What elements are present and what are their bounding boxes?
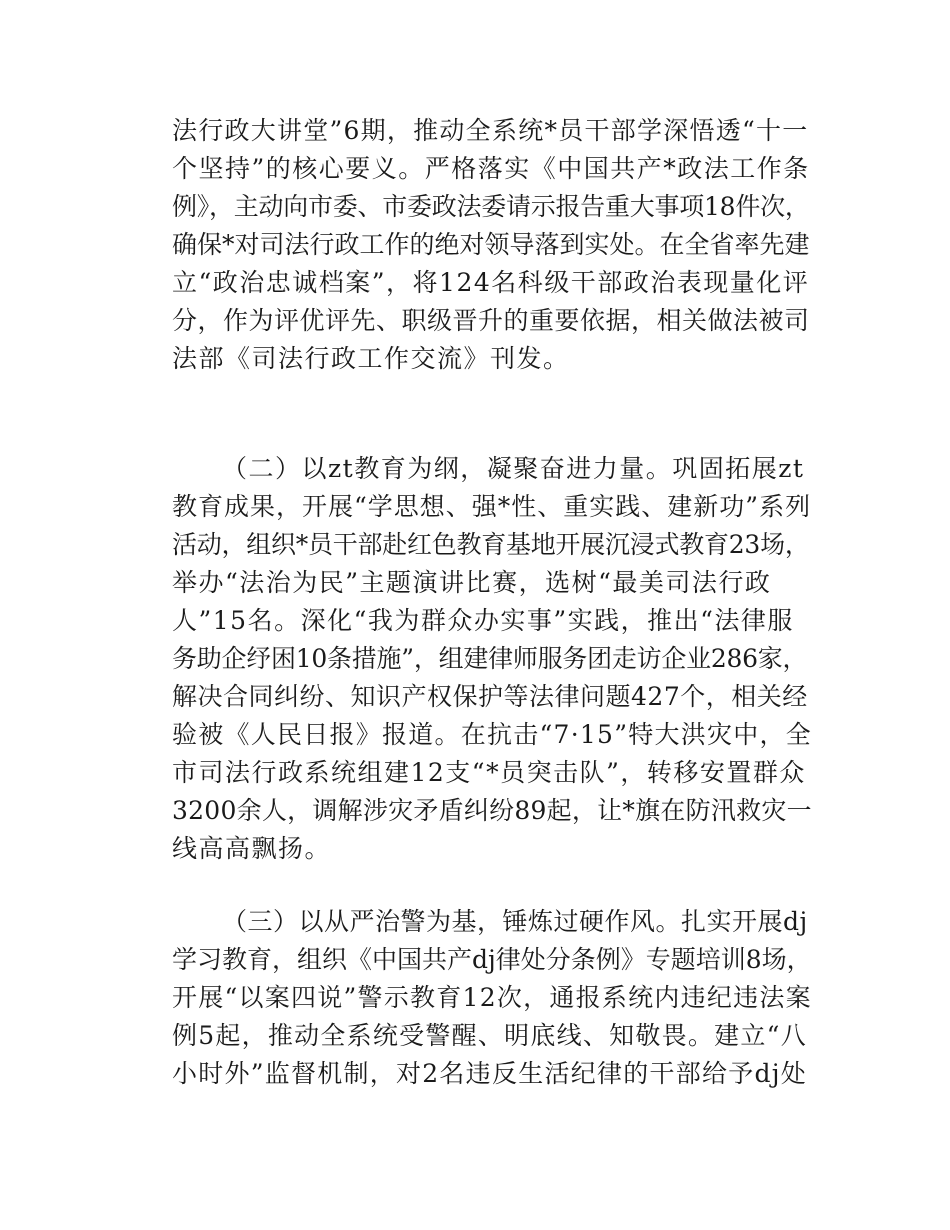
text-line: 解决合同纠纷、知识产权保护等法律问题427个，相关经 [172, 682, 808, 711]
section-heading-line: （三）以从严治警为基，锤炼过硬作风。扎实开展dj [222, 907, 808, 936]
text-line: 3200余人，调解涉灾矛盾纠纷89起，让*旗在防汛救灾一 [172, 796, 812, 825]
text-line: 法行政大讲堂”6期，推动全系统*员干部学深悟透“十一 [172, 116, 809, 145]
section-heading-line: （二）以zt教育为纲，凝聚奋进力量。巩固拓展zt [222, 454, 805, 483]
text-line: 务助企纾困10条措施”，组建律师服务团走访企业286家， [172, 644, 808, 673]
paragraph-continuation [172, 112, 812, 378]
text-line: 线高高飘扬。 [172, 834, 332, 863]
text-line: 分，作为评优评先、职级晋升的重要依据，相关做法被司 [172, 306, 810, 335]
text-line: 人”15名。深化“我为群众办实事”实践，推出“法律服 [172, 606, 794, 635]
text-line: 法部《司法行政工作交流》刊发。 [172, 344, 570, 373]
text-line: 例5起，推动全系统受警醒、明底线、知敬畏。建立“八 [172, 1021, 807, 1050]
text-line: 小时外”监督机制，对2名违反生活纪律的干部给予dj处 [172, 1059, 807, 1088]
text-line: 学习教育，组织《中国共产dj律处分条例》专题培训8场， [172, 945, 812, 974]
text-line: 个坚持”的核心要义。严格落实《中国共产*政法工作条 [172, 154, 810, 183]
text-line: 教育成果，开展“学思想、强*性、重实践、建新功”系列 [172, 492, 812, 521]
text-line: 验被《人民日报》报道。在抗击“7·15”特大洪灾中，全 [172, 720, 812, 749]
text-line: 开展“以案四说”警示教育12次，通报系统内违纪违法案 [172, 983, 812, 1012]
text-line: 立“政治忠诚档案”，将124名科级干部政治表现量化评 [172, 268, 810, 297]
text-line: 市司法行政系统组建12支“*员突击队”，转移安置群众 [172, 758, 806, 787]
text-line: 活动，组织*员干部赴红色教育基地开展沉浸式教育23场， [172, 530, 810, 559]
text-line: 举办“法治为民”主题演讲比赛，选树“最美司法行政 [172, 568, 772, 597]
paragraph-section-3 [172, 903, 812, 1093]
text-line: 例》，主动向市委、市委政法委请示报告重大事项18件次， [172, 192, 810, 221]
paragraph-section-2 [172, 450, 812, 868]
text-line: 确保*对司法行政工作的绝对领导落到实处。在全省率先建 [172, 230, 810, 259]
